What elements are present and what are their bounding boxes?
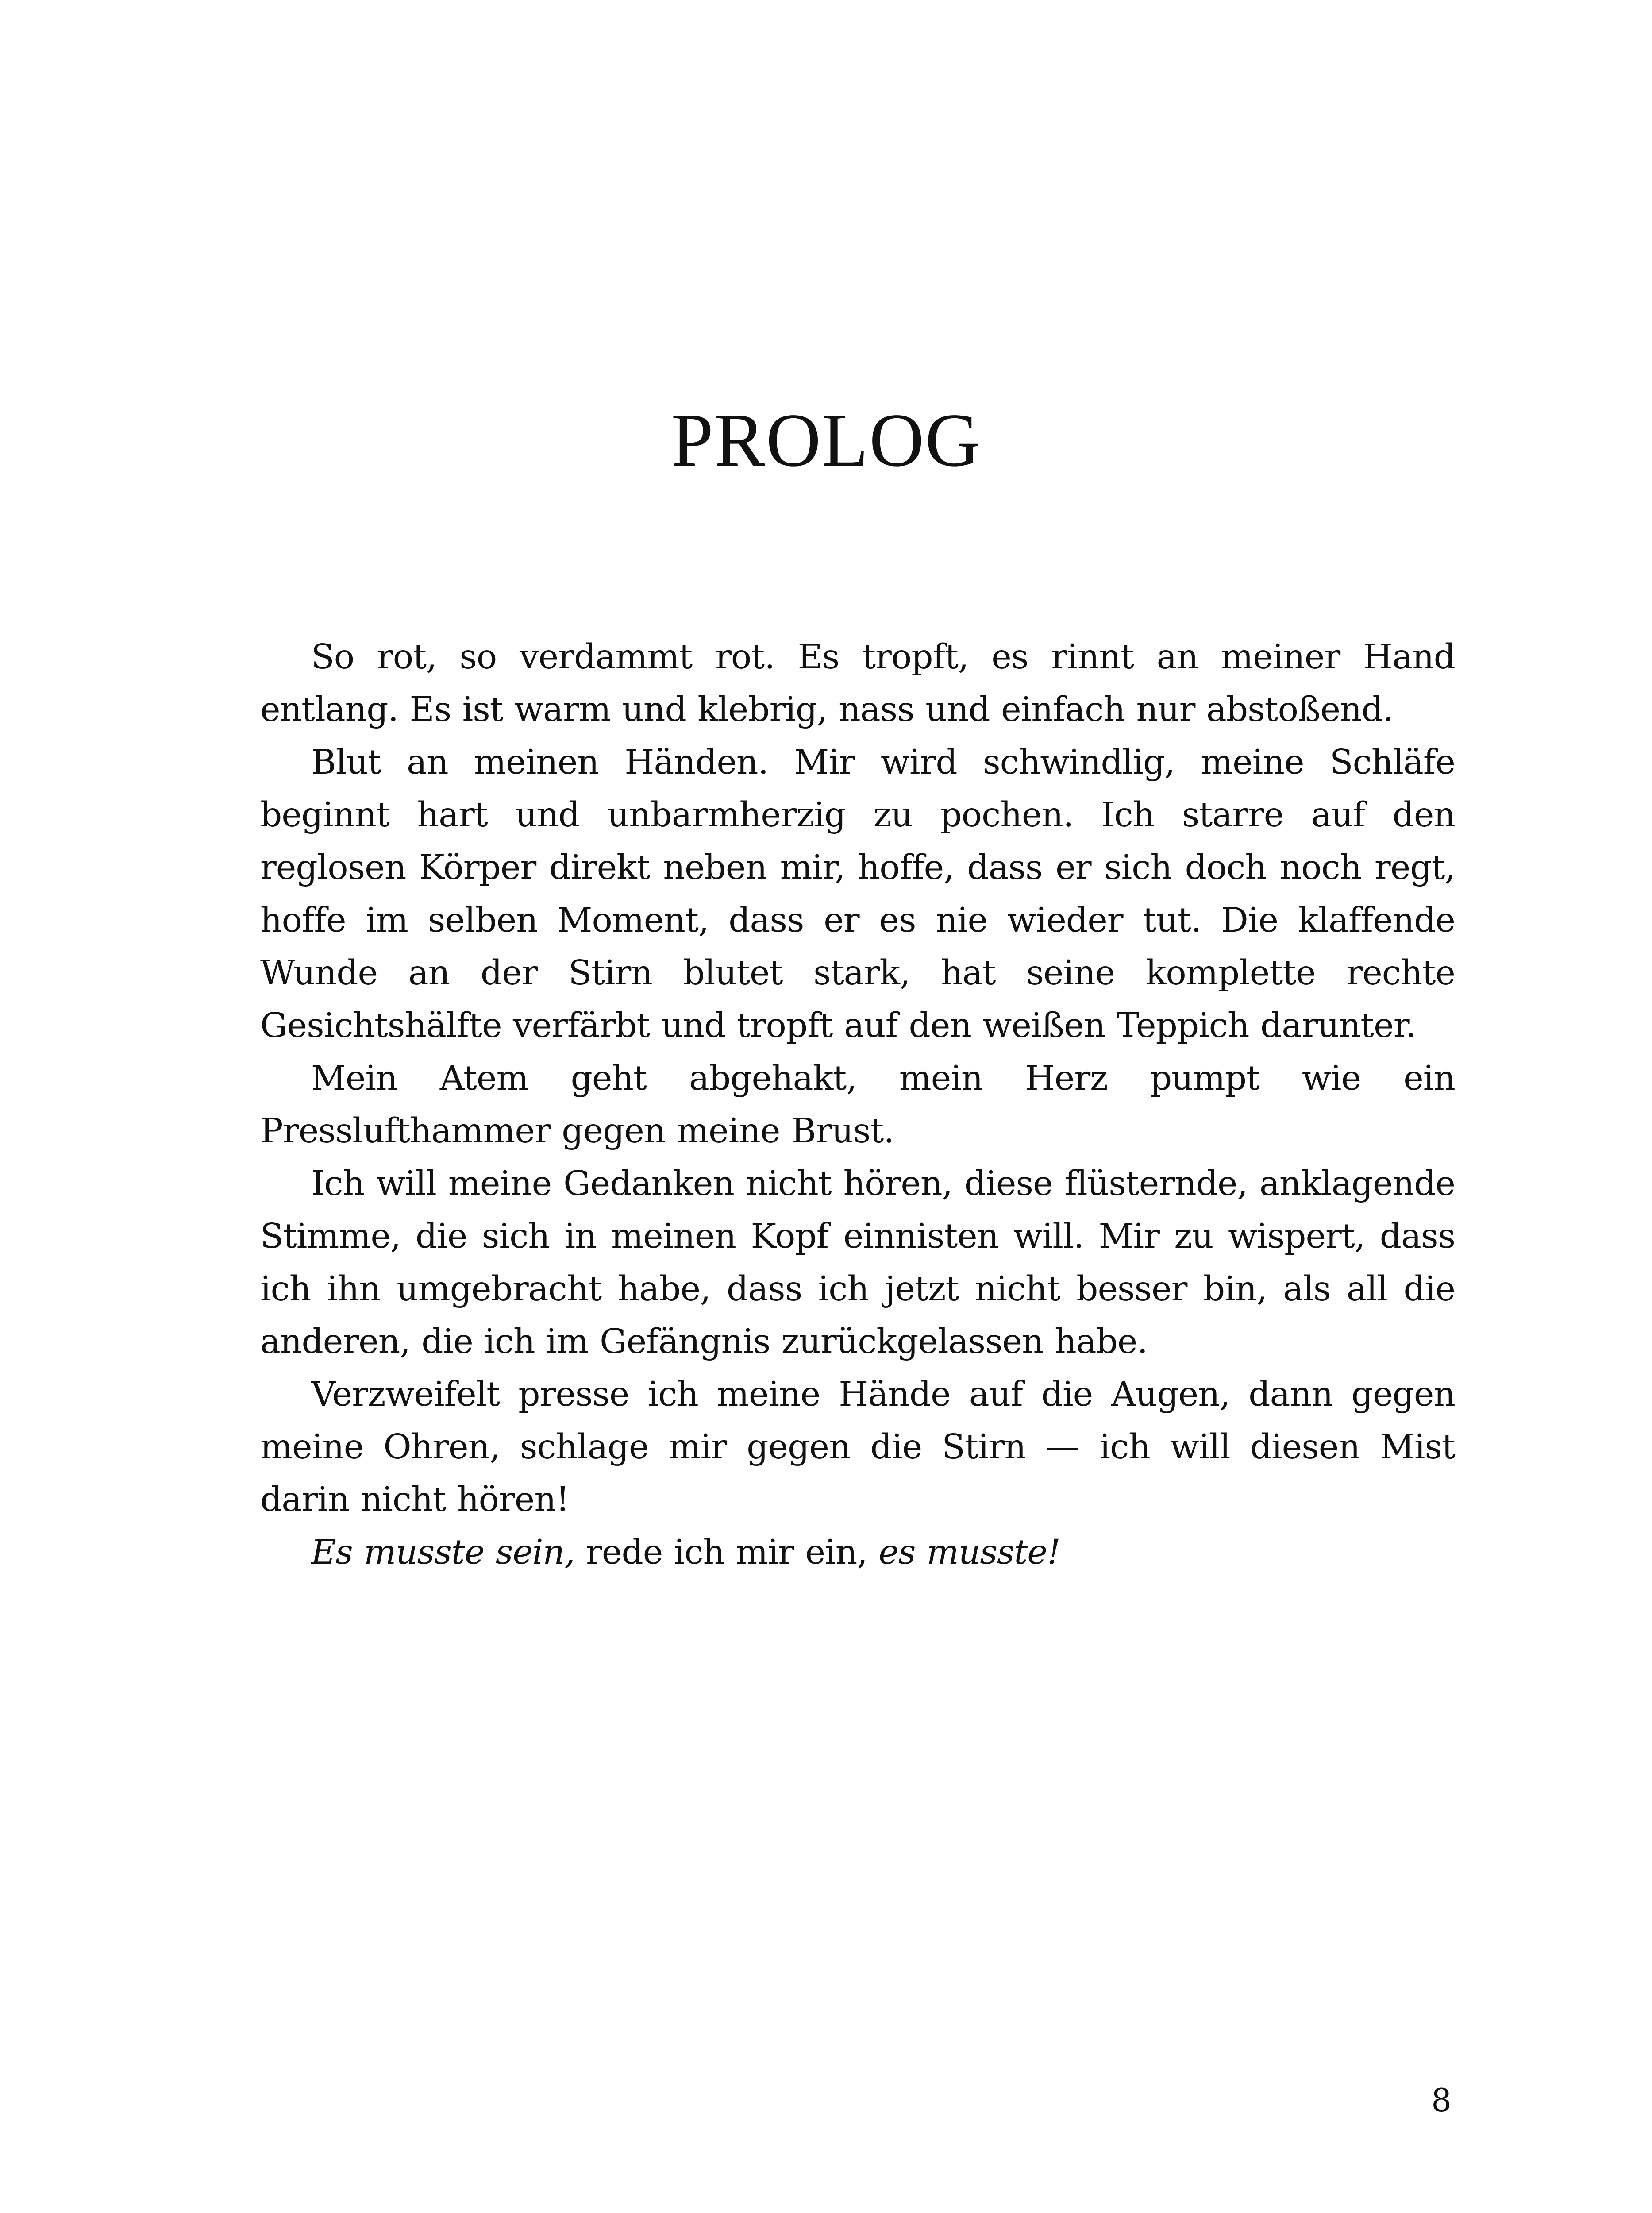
paragraph-1: So rot, so verdammt rot. Es tropft, es rinnt an meiner Hand entlang. Es ist warm und klebrig, nass und einfach nur abstoßend. bbox=[260, 637, 1455, 729]
italic-phrase-1: Es musste sein, bbox=[311, 1533, 575, 1572]
italic-phrase-2: es musste! bbox=[878, 1533, 1060, 1572]
chapter-body bbox=[260, 631, 1455, 1579]
paragraph-2: Blut an meinen Händen. Mir wird schwindlig, meine Schläfe beginnt hart und unbarmherzig zu pochen. Ich starre auf den reglosen Körper direkt neben mir, hoffe, dass er sich doch noch regt, hoffe im selben Moment, dass er es nie wieder tut. Die klaffende Wunde an der Stirn blutet stark, hat seine komplette rechte Gesichtshälfte verfärbt und tropft auf den weißen Teppich darunter. bbox=[260, 743, 1455, 1045]
paragraph-6 bbox=[260, 1526, 1455, 1579]
page-number: 8 bbox=[1431, 2082, 1452, 2119]
paragraph-5: Verzweifelt presse ich meine Hände auf die Augen, dann gegen meine Ohren, schlage mir gegen die Stirn — ich will diesen Mist darin nicht hören! bbox=[260, 1375, 1455, 1519]
paragraph-4: Ich will meine Gedanken nicht hören, diese flüsternde, anklagende Stimme, die sich in meinen Kopf einnisten will. Mir zu wispert, dass ich ihn umgebracht habe, dass ich jetzt nicht besser bin, als all die anderen, die ich im Gefängnis zurückgelassen habe. bbox=[260, 1164, 1455, 1361]
plain-phrase: rede ich mir ein, bbox=[574, 1533, 879, 1572]
paragraph-3: Mein Atem geht abgehakt, mein Herz pumpt wie ein Presslufthammer gegen meine Brust. bbox=[260, 1059, 1455, 1151]
chapter-title: PROLOG bbox=[671, 398, 981, 482]
